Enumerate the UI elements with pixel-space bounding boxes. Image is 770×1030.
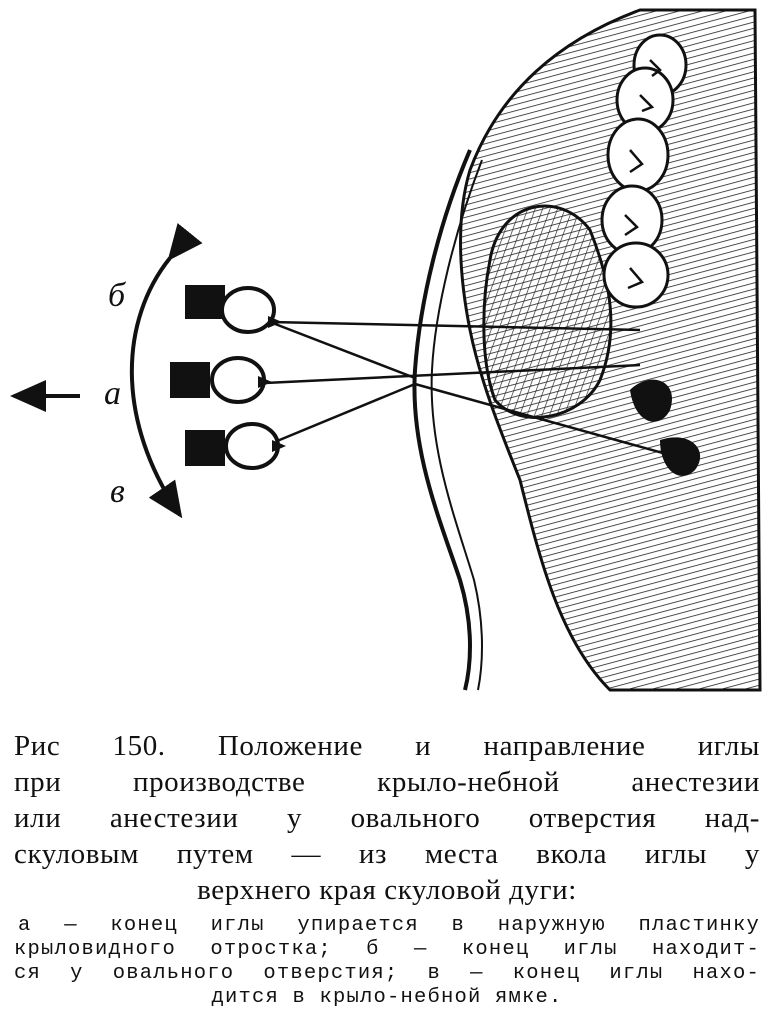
caption-line: верхнего края скуловой дуги: (197, 874, 577, 906)
label-b: б (108, 277, 126, 314)
label-v: в (110, 473, 125, 510)
syringe-a (170, 358, 272, 402)
syringe-b (185, 285, 282, 332)
label-a: а (104, 375, 121, 412)
caption-line: Рис 150. Положение и направление иглы (14, 730, 760, 762)
legend-line: ся у овального отверстия; в — конец иглы нахо- (14, 962, 760, 985)
syringe-v (185, 424, 286, 468)
legend-line: дится в крыло-небной ямке. (211, 986, 563, 1009)
figure-legend (14, 914, 760, 1010)
legend-line: а — конец иглы упирается в наружную пластинку (18, 914, 760, 937)
caption-line: скуловым путем — из места вкола иглы у (14, 838, 760, 870)
caption-line: или анестезии у овального отверстия над- (14, 802, 760, 834)
legend-line: крыловидного отростка; б — конец иглы находит- (14, 938, 760, 961)
caption-line: при производстве крыло-небной анестезии (14, 766, 760, 798)
skull-drawing (461, 10, 760, 690)
figure-caption (14, 728, 760, 1010)
